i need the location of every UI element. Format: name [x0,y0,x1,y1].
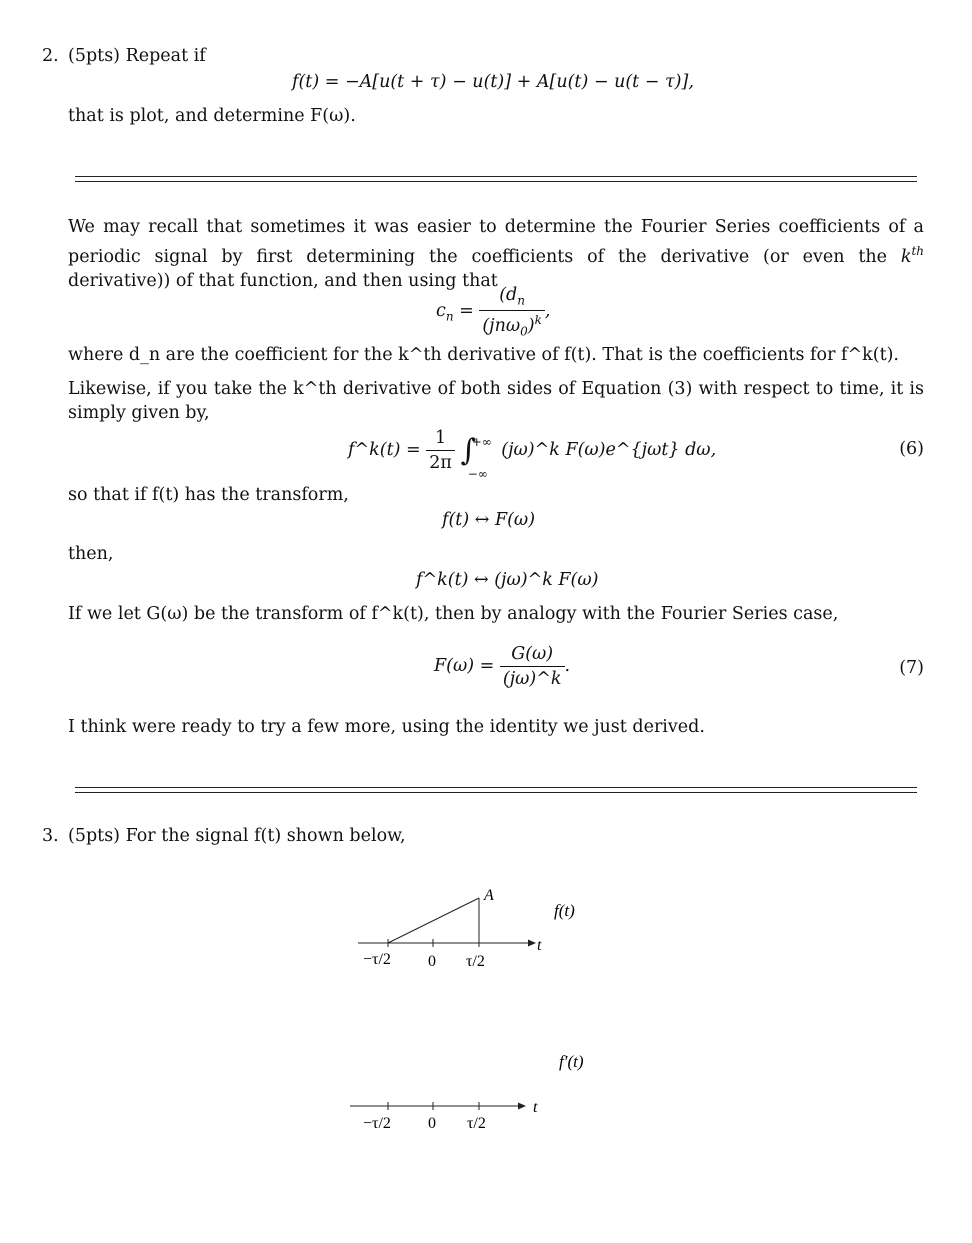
ft-axis-arrow [528,940,536,947]
derivation-paragraph-5: then, [68,544,114,564]
fprime-tick-label-pos: τ/2 [467,1115,486,1132]
equation-6: f^k(t) = $\frac{1}{2\pi}$ ∫ +∞ −∞ (jω)^k F(ω)e^{jωt} dω, [348,428,717,481]
transform-pair-1: f(t) ↔ F(ω) [442,510,536,530]
double-rule-bottom-2 [75,792,917,793]
problem-2-equation: f(t) = −A[u(t + τ) − u(t)] + A[u(t) − u(t − τ)], [292,72,694,92]
fprime-axis-var: t [533,1099,538,1116]
ft-ramp [388,898,479,943]
problem-2-follow: that is plot, and determine F(ω). [68,106,356,126]
equation-7-number: (7) [899,658,924,678]
fprime-plot [340,1040,610,1140]
ft-tick-label-neg: −τ/2 [363,951,391,968]
problem-3-text: (5pts) For the signal f(t) shown below, [68,826,406,846]
ft-axis-var: t [537,937,542,954]
derivation-paragraph-1: We may recall that sometimes it was easier to determine the Fourier Series coefficients of a periodic signal by first determining the coefficients of the derivative (or even the $k^{th}$ derivative)) of that function, and then using that [68,217,924,291]
derivation-paragraph-6: If we let G(ω) be the transform of f^k(t), then by analogy with the Fourier Series case, [68,604,839,624]
ft-tick-label-zero: 0 [428,953,436,970]
cn-equation: $c_n$ = $\frac{(d_n}{(jn\omega_0)^k}$ , [436,285,551,338]
double-rule-bottom-1 [75,787,917,788]
derivation-paragraph-2: where d_n are the coefficient for the k^th derivative of f(t). That is the coefficients for f^k(t). [68,345,899,365]
derivation-paragraph-3: Likewise, if you take the k^th derivative of both sides of Equation (3) with respect to time, it is simply given by, [68,379,924,423]
ft-peak-label: A [484,887,494,904]
double-rule-top-1 [75,176,917,177]
derivation-paragraph-4: so that if f(t) has the transform, [68,485,349,505]
problem-2-number: 2. [42,46,59,66]
derivation-paragraph-7: I think were ready to try a few more, using the identity we just derived. [68,717,705,737]
fprime-tick-label-neg: −τ/2 [363,1115,391,1132]
equation-6-number: (6) [899,439,924,459]
ft-plot [340,880,610,980]
problem-3-number: 3. [42,826,59,846]
fprime-axis-arrow [518,1103,526,1110]
double-rule-top-2 [75,181,917,182]
problem-2-lead: (5pts) Repeat if [68,46,206,66]
equation-7: F(ω) = $\frac{G(\omega)}{(j\omega)\^{}k}$ . [434,644,571,689]
ft-label: f(t) [554,901,575,920]
fprime-label: f′(t) [559,1052,584,1071]
transform-pair-2: f^k(t) ↔ (jω)^k F(ω) [416,570,599,590]
ft-tick-label-pos: τ/2 [466,953,485,970]
fprime-tick-label-zero: 0 [428,1115,436,1132]
